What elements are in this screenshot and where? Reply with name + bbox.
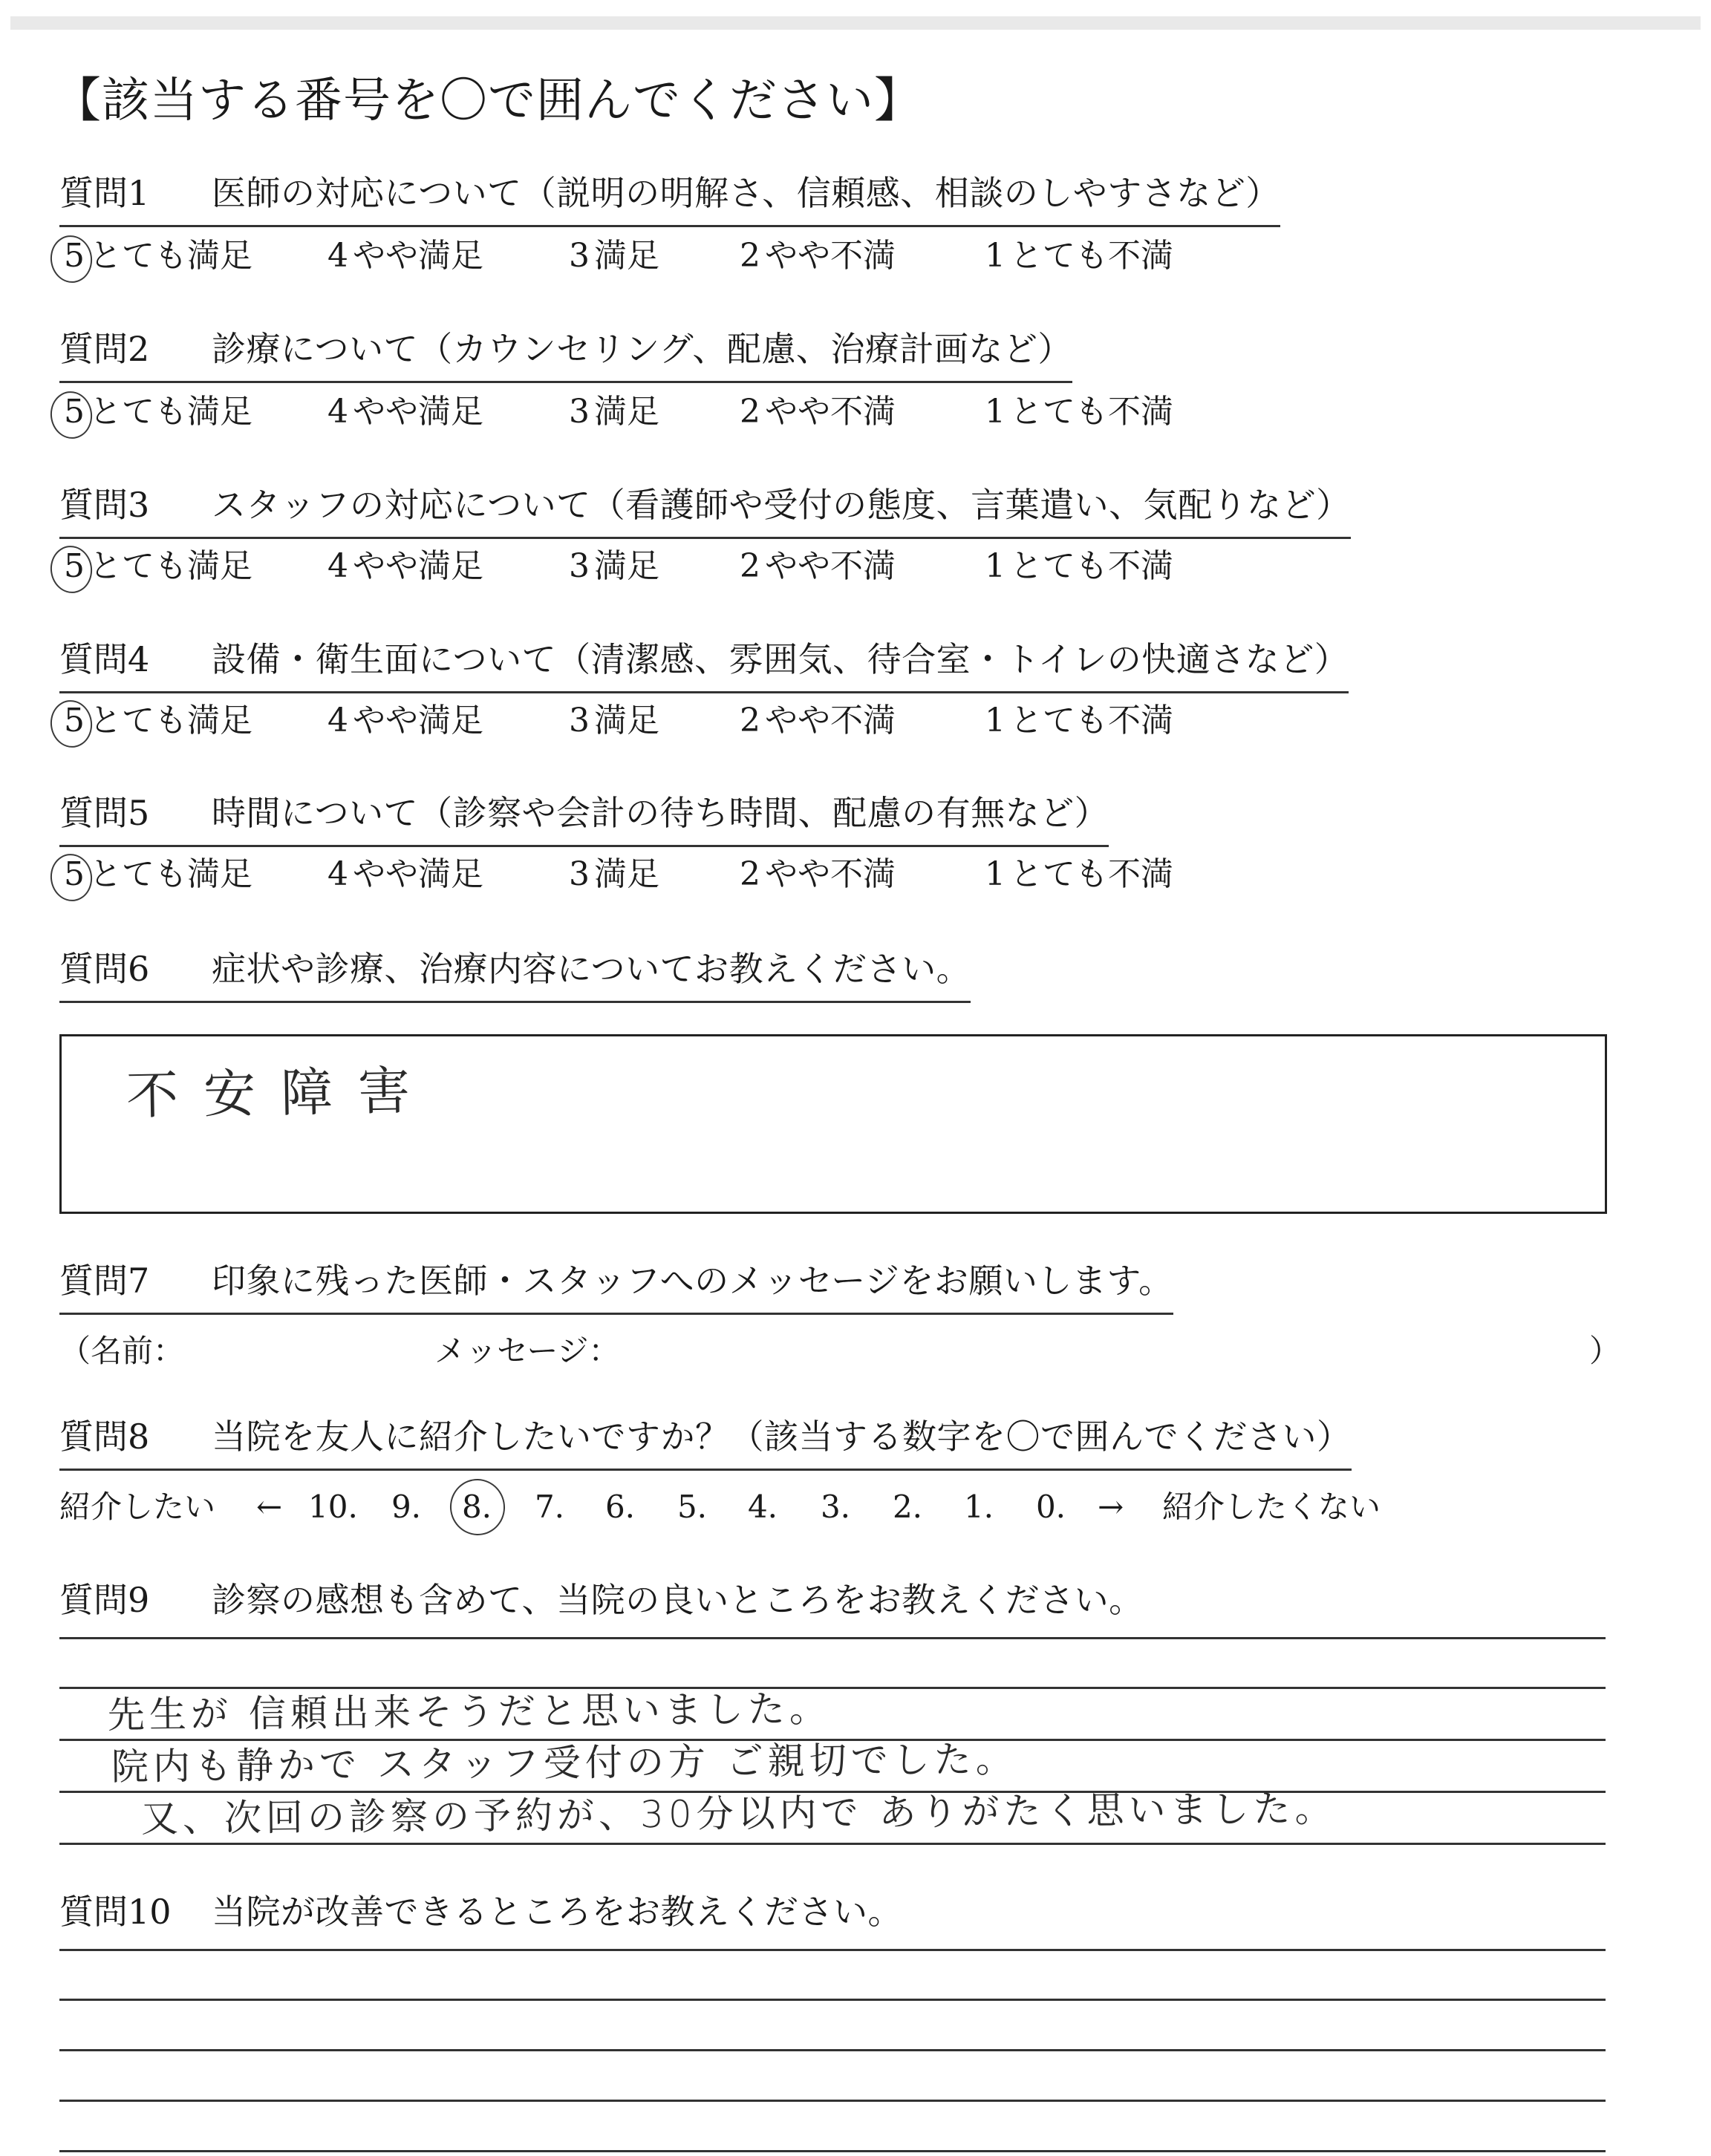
arrow-left-icon: ← — [256, 1489, 283, 1525]
answer-line — [59, 1843, 1606, 1845]
recommend-option-10[interactable]: 10. — [308, 1489, 358, 1525]
option-4[interactable]: 4 やや満足 — [327, 393, 483, 431]
option-1[interactable]: 1 とても不満 — [985, 547, 1173, 585]
question-7-header — [59, 1255, 1173, 1315]
recommend-option-3[interactable]: 3. — [820, 1489, 851, 1525]
question-10-label: 質問10 — [59, 1892, 172, 1932]
question-8-text: 当院を友人に紹介したいですか？（該当する数字を〇で囲んでください） — [212, 1417, 1352, 1457]
option-2[interactable]: 2 やや不満 — [740, 547, 896, 585]
question-7-fields — [59, 1329, 1619, 1373]
question-7-label: 質問7 — [59, 1261, 150, 1301]
option-1[interactable]: 1 とても不満 — [985, 237, 1173, 275]
question-1-header — [59, 167, 1280, 227]
answer-line — [59, 1949, 1606, 1951]
message-field-label: メッセージ： — [434, 1333, 620, 1369]
option-4[interactable]: 4 やや満足 — [327, 237, 483, 275]
question-6-handwritten-answer: 不安障害 — [126, 1059, 436, 1126]
option-3[interactable]: 3 満足 — [569, 393, 659, 431]
option-3[interactable]: 3 満足 — [569, 702, 659, 739]
question-2-header — [59, 323, 1072, 383]
question-6-header — [59, 943, 971, 1003]
recommend-left-label: 紹介したい — [59, 1489, 216, 1525]
question-9-answer-line-3: 又、次回の診察の予約が、30分以内で ありがたく思いました。 — [140, 1786, 1337, 1840]
question-3-header — [59, 479, 1351, 539]
answer-line — [59, 1637, 1606, 1639]
name-field-label: （名前： — [59, 1333, 185, 1369]
option-5[interactable]: 5 とても満足 — [59, 699, 252, 743]
option-1[interactable]: 1 とても不満 — [985, 855, 1173, 893]
option-3[interactable]: 3 満足 — [569, 547, 659, 585]
option-5[interactable]: 5 とても満足 — [59, 544, 252, 589]
question-4-text: 設備・衛生面について（清潔感、雰囲気、待合室・トイレの快適さなど） — [212, 639, 1349, 679]
question-9-answer-line-1: 先生が 信頼出来そうだと思いました。 — [107, 1687, 832, 1737]
option-3[interactable]: 3 満足 — [569, 237, 659, 275]
question-9-label: 質問9 — [59, 1580, 150, 1620]
question-5-text: 時間について（診察や会計の待ち時間、配慮の有無など） — [212, 793, 1109, 833]
question-1-label: 質問1 — [59, 173, 150, 213]
recommend-option-7[interactable]: 7. — [534, 1489, 565, 1525]
option-4[interactable]: 4 やや満足 — [327, 547, 483, 585]
option-2[interactable]: 2 やや不満 — [740, 237, 896, 275]
option-4[interactable]: 4 やや満足 — [327, 855, 483, 893]
option-5[interactable]: 5 とても満足 — [59, 390, 252, 434]
page-title: 【該当する番号を〇で囲んでください】 — [53, 74, 922, 128]
option-1[interactable]: 1 とても不満 — [985, 393, 1173, 431]
option-3[interactable]: 3 満足 — [569, 855, 659, 893]
question-3-text: スタッフの対応について（看護師や受付の態度、言葉遣い、気配りなど） — [212, 485, 1351, 525]
recommend-option-6[interactable]: 6. — [604, 1489, 636, 1525]
question-7-text: 印象に残った医師・スタッフへのメッセージをお願いします。 — [212, 1261, 1173, 1301]
question-9-answer-line-2: 院内も静かで スタッフ受付の方 ご親切でした。 — [111, 1737, 1018, 1788]
question-4-label: 質問4 — [59, 639, 150, 679]
question-10-text: 当院が改善できるところをお教えください。 — [212, 1892, 902, 1932]
recommend-right-label: 紹介したくない — [1162, 1489, 1381, 1525]
question-6-label: 質問6 — [59, 949, 150, 989]
scan-top-edge — [10, 16, 1701, 30]
question-5-label: 質問5 — [59, 793, 150, 833]
answer-line — [59, 1999, 1606, 2001]
question-5-header — [59, 787, 1109, 847]
recommend-option-5[interactable]: 5. — [677, 1489, 708, 1525]
question-2-label: 質問2 — [59, 329, 150, 369]
answer-line — [59, 2150, 1606, 2152]
question-8-header — [59, 1411, 1352, 1471]
question-1-text: 医師の対応について（説明の明解さ、信頼感、相談のしやすさなど） — [212, 173, 1280, 213]
recommend-option-1[interactable]: 1. — [963, 1489, 994, 1525]
option-5[interactable]: 5 とても満足 — [59, 852, 252, 897]
recommend-option-0[interactable]: 0. — [1035, 1489, 1066, 1525]
arrow-right-icon: → — [1098, 1489, 1124, 1525]
question-6-text: 症状や診療、治療内容についてお教えください。 — [212, 949, 971, 989]
closing-paren: ） — [1589, 1333, 1621, 1369]
question-2-text: 診療について（カウンセリング、配慮、治療計画など） — [212, 329, 1072, 369]
option-1[interactable]: 1 とても不満 — [985, 702, 1173, 739]
recommend-option-9[interactable]: 9. — [391, 1489, 422, 1525]
question-3-label: 質問3 — [59, 485, 150, 525]
answer-line — [59, 2100, 1606, 2102]
question-9-header — [59, 1574, 1144, 1632]
recommend-scale — [59, 1485, 1619, 1529]
recommend-option-8[interactable]: 8. — [454, 1485, 499, 1529]
option-2[interactable]: 2 やや不満 — [740, 855, 896, 893]
option-2[interactable]: 2 やや不満 — [740, 393, 896, 431]
answer-line — [59, 2049, 1606, 2051]
recommend-option-4[interactable]: 4. — [747, 1489, 778, 1525]
question-8-label: 質問8 — [59, 1417, 150, 1457]
question-9-text: 診察の感想も含めて、当院の良いところをお教えください。 — [212, 1580, 1144, 1620]
option-5[interactable]: 5 とても満足 — [59, 234, 252, 278]
option-4[interactable]: 4 やや満足 — [327, 702, 483, 739]
question-10-header — [59, 1886, 902, 1944]
question-4-header — [59, 633, 1349, 693]
recommend-option-2[interactable]: 2. — [892, 1489, 923, 1525]
option-2[interactable]: 2 やや不満 — [740, 702, 896, 739]
